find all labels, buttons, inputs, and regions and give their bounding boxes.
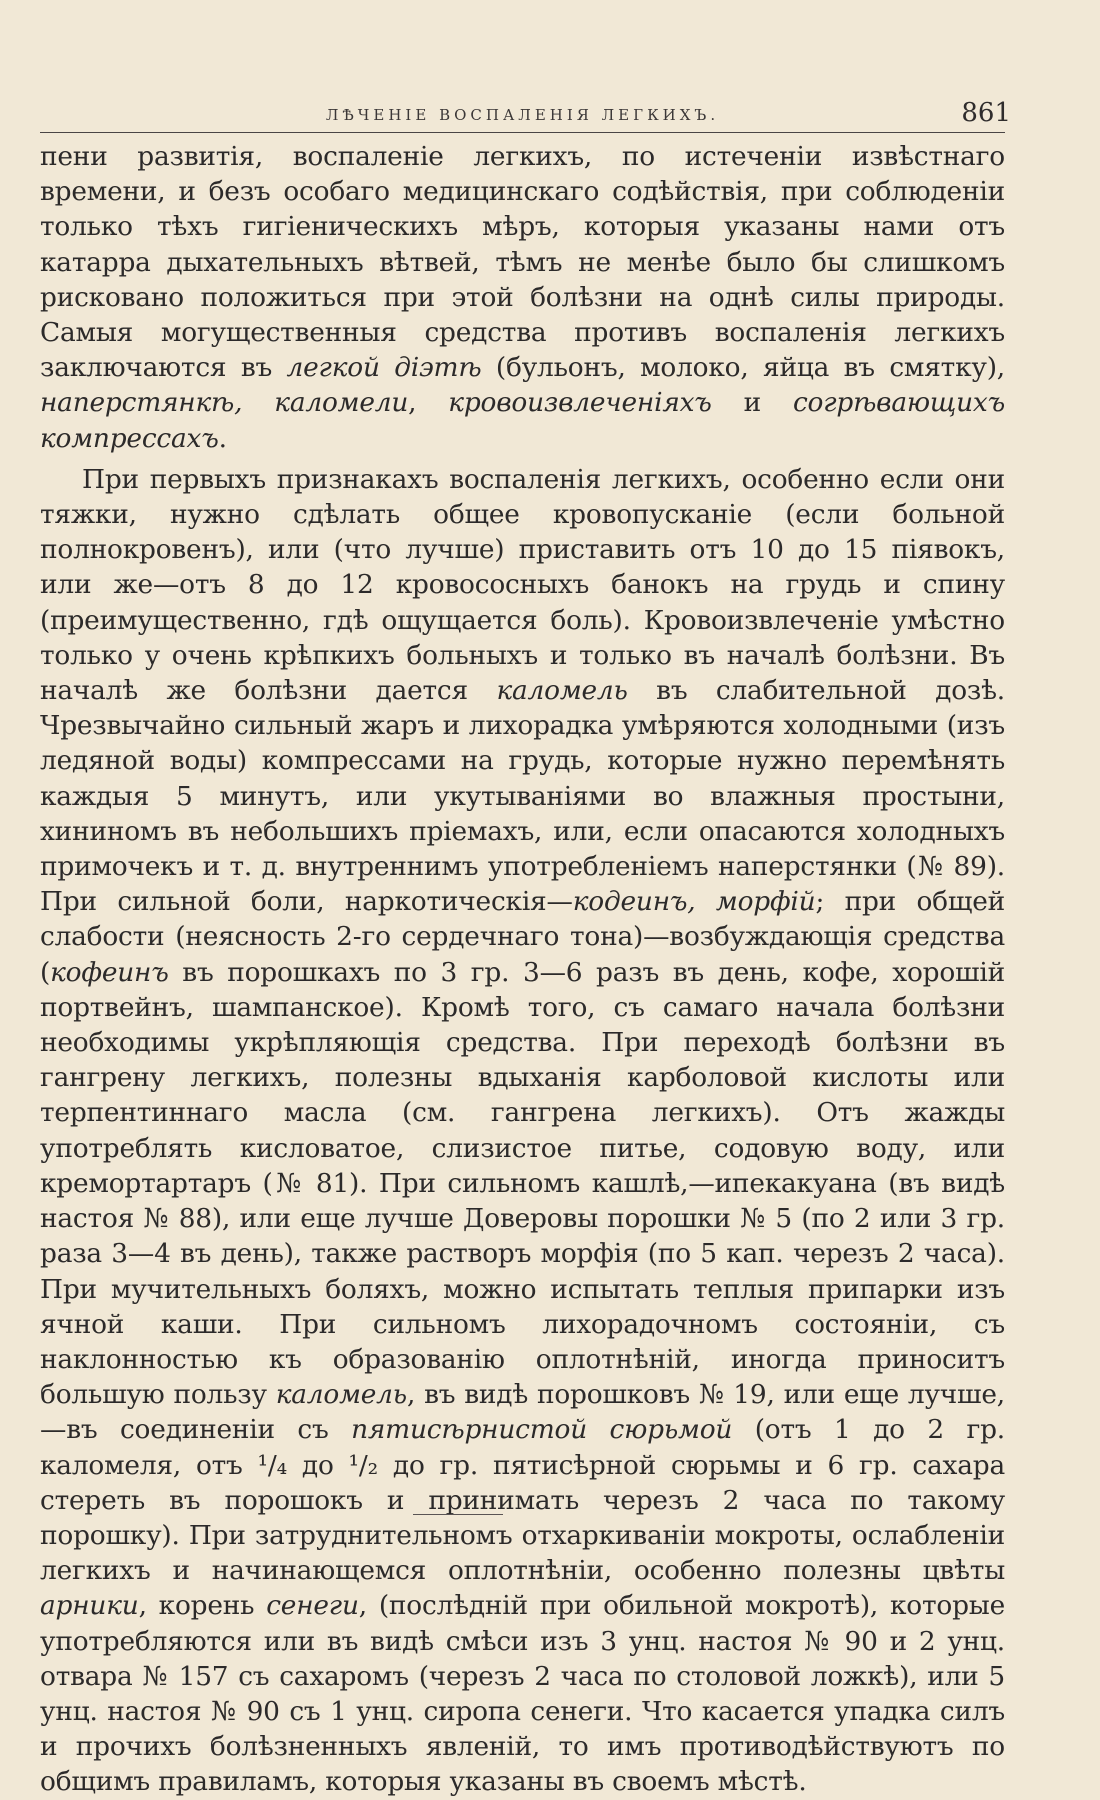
text-run: ; при общей слабости (неясность 2-го сердечнаго тона)—возбуждающія средства ( <box>40 886 1006 988</box>
text-run: , въ видѣ порошковъ № 19, или еще лучше,—въ соединеніи съ <box>40 1379 1005 1446</box>
italic-term: сенеги <box>266 1590 359 1622</box>
italic-term: согрѣвающихъ компрессахъ <box>40 387 1005 454</box>
text-run: (отъ 1 до 2 гр. каломеля, отъ ¹/₄ до ¹/₂ до гр. пятисѣрной сюрьмы и 6 гр. сахара стереть въ порошокъ и принимать черезъ 2 часа по такому порошку). При затруднительномъ отхаркиваніи мокроты, ослабленіи легкихъ и начинающемся оплотнѣніи, особенно полезны цвѣты <box>40 1414 1005 1587</box>
italic-term: арники <box>40 1590 139 1622</box>
text-run: и <box>711 387 793 419</box>
text-run: , (послѣдній при обильной мокротѣ), которые употребляются или въ видѣ смѣси изъ 3 унц. настоя № 90 и 2 унц. отвара № 157 съ сахаромъ (черезъ 2 часа по столовой ложкѣ), или 5 унц. настоя № 90 съ 1 унц. сиропа сенеги. Что касается упадка силъ и прочихъ болѣзненныхъ явленій, то имъ противодѣйствуютъ по общимъ правиламъ, которыя указаны въ своемъ мѣстѣ. <box>40 1590 1005 1798</box>
text-run: въ слабительной дозѣ. Чрезвычайно сильный жаръ и лихорадка умѣряются холодными (изъ ледяной воды) компрессами на грудь, которые нужно перемѣнять каждыя 5 минутъ, или укутываніями во влажныя простыни, хининомъ въ небольшихъ пріемахъ, или, если опасаются холодныхъ примочекъ и т. д. внутреннимъ употребленіемъ наперстянки (№ 89). При сильной боли, наркотическія— <box>40 675 1005 918</box>
running-title: ЛѢЧЕНІЕ ВОСПАЛЕНІЯ ЛЕГКИХЪ. <box>325 106 720 124</box>
text-run: . <box>218 422 227 454</box>
text-run: , корень <box>138 1590 267 1622</box>
italic-term: кофеинъ <box>50 956 169 988</box>
italic-term: каломель <box>496 675 628 707</box>
italic-term: кодеинъ, морфій <box>572 886 816 918</box>
italic-term: каломель <box>275 1379 407 1411</box>
text-run: въ порошкахъ по 3 гр. 3—6 разъ въ день, кофе, хорошій портвейнъ, шампанское). Кромѣ того, съ самаго начала болѣзни необходимы укрѣпляющія средства. При переходѣ болѣзни въ гангрену легкихъ, полезны вдыханія карболовой кислоты или терпентиннаго масла (см. гангрена легкихъ). Отъ жажды употреблять кисловатое, слизистое питье, содовую воду, или кремортартаръ (№ 81). При сильномъ кашлѣ,—ипекакуана (въ видѣ настоя № 88), или еще лучше Доверовы порошки № 5 (по 2 или 3 гр. раза 3—4 въ день), также растворъ морфія (по 5 кап. черезъ 2 часа). При мучительныхъ боляхъ, можно испытать теплыя припарки изъ ячной каши. При сильномъ лихорадочномъ состояніи, съ наклонностью къ образованію оплотнѣній, иногда приноситъ большую пользу <box>40 956 1005 1411</box>
italic-term: пятисѣрнистой сюрьмой <box>351 1414 733 1446</box>
italic-term: легкой діэтѣ <box>286 352 482 384</box>
running-head <box>40 98 1011 133</box>
italic-term: наперстянкѣ, каломели <box>40 387 409 419</box>
text-run: пени развитія, воспаленіе легкихъ, по истеченіи извѣстнаго времени, и безъ особаго медицинскаго содѣйствія, при соблюденіи только тѣхъ гигіеническихъ мѣръ, которыя указаны нами отъ катарра дыхательныхъ вѣтвей, тѣмъ не менѣе было бы слишкомъ рисковано положиться при этой болѣзни на однѣ силы природы. Самыя могущественныя средства противъ воспаленія легкихъ заключаются въ <box>40 141 1005 384</box>
text-run: , <box>408 387 449 419</box>
paragraph-2 <box>40 462 1005 1800</box>
closing-rule <box>413 1514 503 1515</box>
book-page <box>40 98 1011 1800</box>
italic-term: кровоизвлеченіяхъ <box>448 387 712 419</box>
paragraph-1 <box>40 139 1005 456</box>
text-run: (бульонъ, молоко, яйца въ смятку), <box>481 352 1005 384</box>
body-text <box>40 139 1005 1800</box>
text-run: При первыхъ признакахъ воспаленія легкихъ, особенно если они тяжки, нужно сдѣлать общее кровопусканіе (если больной полнокровенъ), или (что лучше) приставить отъ 10 до 15 піявокъ, или же—отъ 8 до 12 кровососныхъ банокъ на грудь и спину (преимущественно, гдѣ ощущается боль). Кровоизвлеченіе умѣстно только у очень крѣпкихъ больныхъ и только въ началѣ болѣзни. Въ началѣ же болѣзни дается <box>40 463 1005 707</box>
page-number: 861 <box>961 98 1011 128</box>
